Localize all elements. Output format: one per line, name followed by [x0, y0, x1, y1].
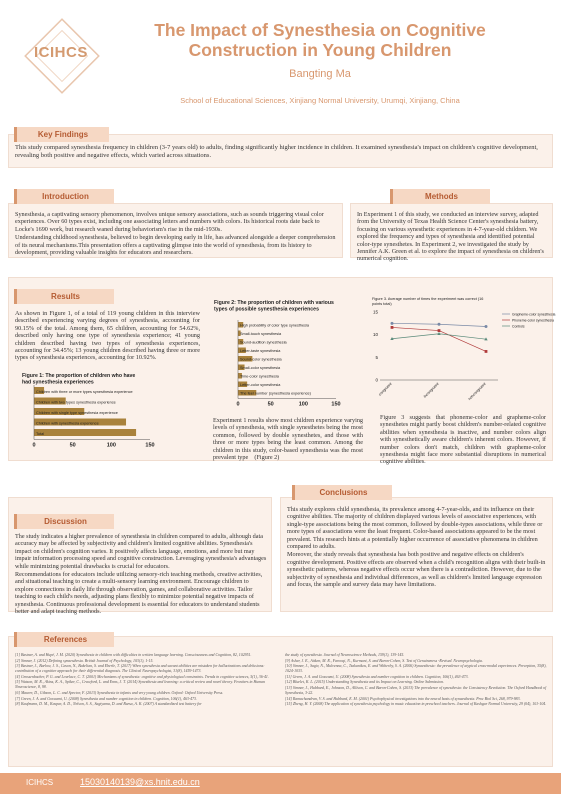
chart-title: types of possible synesthesia experiences [214, 306, 319, 313]
x-tick-label: congruent [377, 381, 393, 397]
results-mid-text: Experiment 1 results show most children experience varying levels of synesthesia, with single synesthetes being the most common, followed by double synesthetes, and those with three or more types being the least common. Among the children in this study, color-based synesthesia was the most prevalent type (Figure 2) [213, 417, 364, 462]
reference-item: [8] Kaufmann, D. M., Kaspar, A. D., Nelson, S. S., Sagiyama, D. and Bursa, A. K. (2007) A standardized test battery for [15, 702, 202, 707]
x-tick-label: 100 [106, 442, 116, 449]
results-heading: Results [14, 289, 114, 304]
figure-3-chart [368, 294, 556, 406]
reference-item: [5] Watson, M. R., Akins, K. A., Spiker, C., Crawford, L. and Enns, J. T. (2014) Synesthesia and learning: a critical review and novel theory. Frontiers in Human Neuroscience, 8, 98. [15, 680, 265, 690]
results-right-text: Figure 3 suggests that phoneme-color and grapheme-color synesthetes might partly boost children's number-related cognitive abilities when synesthesia is inactive, and number colors align with synesthetically aware children's inherent colors. However, if number colors don't match, children with grapheme-color synesthesia might face more substantial disruptions in numerical cognitive abilities. [380, 414, 546, 466]
methods-text: In Experiment 1 of this study, we conducted an interview survey, adapted from the University of Texas Health Science Center's synesthesia battery, focusing on various synesthetic experiences in 4-7-year-old children. We explored the frequency and types of synesthesia and identified potential color-type synesthetes. In Experiment 2, we investigated the study by Jennifer A.K. Green et al. to explore the impact of synesthesia on children's numerical cognition. [357, 211, 544, 263]
x-tick-label: 50 [69, 442, 76, 449]
footer-logo: ICIHCS [26, 778, 54, 787]
category-label: Children with synesthesia experience [36, 421, 99, 426]
chart-title: points total) [372, 302, 392, 306]
reference-item: [1] Bastner, A. and Hupé, J. M. (2020) Synesthesia in children with difficulties in written language learning. Consciousness and Cognition, 82, 102951. [15, 653, 252, 657]
data-point [485, 350, 488, 353]
y-tick-label: 15 [372, 309, 378, 315]
chart-title: had synesthesia experiences [22, 379, 94, 386]
y-tick-label: 0 [375, 377, 378, 383]
reference-item: [11] Green, J. A. and Goswami, U. (2008) Synesthesia and number cognition in children. Cognition, 106(1), 463-473. [285, 674, 469, 679]
discussion-text [15, 533, 267, 616]
author-affiliation: School of Educational Sciences, Xinjiang Normal University, Urumqi, Xinjiang, China [180, 96, 460, 105]
y-tick-label: 5 [375, 354, 378, 360]
key-findings-heading: Key Findings [14, 127, 109, 142]
reference-item: [2] Simner, J. (2012) Defining synaesthesia. British Journal of Psychology, 103(1), 1-15. [15, 658, 154, 663]
category-label: Children with three or more types synesthesia experience [36, 389, 133, 394]
category-label: Sound-color synesthesia [240, 357, 282, 362]
discussion-paragraph-1: The study indicates a higher prevalence of synesthesia in children compared to adults, although data accuracy may be affected by subjectivity and children's limited cognitive abilities. Synesthesia's impact on children's cognition varies. It positively affects language, emotions, and more but may impair information processing speed and cognitive construction. Leveraging synesthesia's advantages while minimizing potential drawbacks is crucial for educators. [15, 533, 267, 570]
category-label: Letter-taste synesthesia [240, 348, 281, 353]
conclusions-text [287, 506, 547, 589]
category-label: Total [36, 431, 45, 436]
references-left-column [15, 653, 270, 708]
chart-bar [34, 429, 136, 436]
data-point [438, 329, 441, 332]
reference-item: [12] Bluelet, K. L. (2015) Understanding Synesthesia and its Impact on Learning. Online Submission. [285, 680, 444, 685]
y-tick-label: 10 [372, 332, 378, 338]
category-label: Children with single type synesthesia experience [36, 410, 118, 415]
x-tick-label: 50 [267, 401, 274, 408]
category-label: Time-color synesthesia [240, 374, 279, 379]
introduction-paragraph-2: Understanding childhood synesthesia, believed to begin developing early in life, has advanced alongside a deeper comprehension of its neural mechanisms.This presentation offers a captivating glimpse into the world of synesthesia, from its history to development, providing valuable insights for educators and researchers. [15, 234, 336, 257]
figure-1-chart [12, 371, 212, 449]
x-tick-label: noncongruent [467, 381, 487, 402]
reference-item: [10] Simner, J., Sagiv, N., Mulvenna, C., Tsakanikos, E. and Witherby, S. A. (2006) Synaesthesia: the prevalence of atypical cross-modal experiences. Perception, 35(8), 1024-1033. [285, 664, 547, 674]
category-label: Sound-audition synesthesia [240, 340, 287, 345]
conclusions-paragraph-2: Moreover, the study reveals that synesthesia has both positive and negative effects on children's cognitive development. Positive effects are observed when a child's recognition aligns with their built-in synesthetic patterns, whereas negative effects occur when there is a contradiction. However, due to the subjectivity of synesthesia and individual differences, as well as children's limited language expression and focus, the sample and survey data may have limitations. [287, 551, 546, 589]
category-label: Small-color synesthesia [240, 365, 281, 370]
introduction-heading: Introduction [14, 189, 114, 204]
x-tick-label: 0 [236, 401, 240, 408]
reference-item: [6] Maurer, D., Gibson, L. C. and Spector, F. (2013) Synesthesia in infants and very young children. Oxford: Oxford University Press. [15, 690, 224, 695]
chart-title: Figure 2: The proportion of children with various [214, 300, 334, 306]
references-heading: References [14, 632, 114, 647]
introduction-paragraph-1: Synesthesia, a captivating sensory phenomenon, involves unique sensory associations, such as sounds triggering visual color experiences. Over 60 types exist, including one associating letters and numbers with colors. Its historical roots date back to Locke's 1690 work, but research waned during behaviorism's rise in the mid-1930s. [15, 211, 324, 233]
results-text: As shown in Figure 1, of a total of 119 young children in this interview described experiencing varying degrees of synesthesia, accounting for 90.15% of the total. Among them, 65 children, accounting for 54.62%, described only having one type of synesthesia experience; 41 young children described having two types of synesthesia experiences, accounting for 34.45%; 13 young children described having three or more types of synesthesia experiences, accounting for 10.92%. [15, 310, 200, 362]
reference-item: [14] Ramachandran, V. S. and Hubbard, E. M. (2001) Psychophysical investigations into the neural basis of synaesthesia. Proc Biol Sci, 268, 979-983. [285, 696, 521, 701]
x-tick-label: incongruent [422, 381, 440, 399]
conclusions-paragraph-1: This study explores child synesthesia, its prevalence among 4-7-year-olds, and its influence on their cognitive abilities. The majority of children displayed various levels of associative experiences, with single-type associations being the most common, followed by double-types associations, while three or more types of associations were the least frequent. Color-based associations appeared to be the most prevalent. This research hints at a potentially higher occurrence of associative phenomena in children compared to adults. [287, 506, 543, 551]
data-point [437, 332, 440, 335]
author-name: Bangting Ma [289, 68, 351, 80]
poster-header [0, 0, 561, 118]
data-point [438, 323, 441, 326]
legend-label: Phoneme-color synesthesia [512, 318, 554, 323]
reference-item: [3] Bastner, J., Barlow, J. S., Cason, N., Bakelian, S. and Eberle, T. (2017) When synesthesia and savant abilities are mistaken for hallucinations and delusions: contribution of a cognitive approach for their differential diagnosis. The Clinical Neuropsychologist, 31(8), 1459-1473. [15, 664, 265, 674]
category-label: The feel number (synesthesia experience) [240, 391, 311, 396]
x-tick-label: 150 [331, 401, 341, 408]
discussion-heading: Discussion [14, 514, 114, 529]
references-right-column [285, 653, 547, 708]
category-label: Children with two types synesthesia experience [36, 400, 116, 405]
key-findings-text: This study compared synesthesia frequency in children (3-7 years old) to adults, finding significantly higher incidence in children. It examined synesthesia's impact on children's cognitive development, revealing both positive and negative effects, which varied across situations. [15, 144, 538, 160]
chart-title: Figure 3. Average number of times the experiment was correct (16 [372, 297, 484, 301]
reference-item: the study of synesthesia. Journal of Neuroscience Methods, 159(1), 139-145. [285, 653, 405, 657]
introduction-text [15, 211, 337, 257]
category-label: Letter-color synesthesia [240, 382, 281, 387]
legend-label: Controls [512, 324, 525, 329]
x-tick-label: 100 [298, 401, 308, 408]
category-label: High probability of color type synesthesia [240, 323, 310, 328]
reference-item: [7] Green, J. A. and Goswami, U. (2008) Synesthesia and number cognition in children. Cognition, 106(1), 463-473. [15, 696, 197, 701]
poster-title: The Impact of Synesthesia on Cognitive Construction in Young Children [154, 20, 486, 60]
data-point [485, 325, 488, 328]
x-tick-label: 0 [32, 442, 36, 449]
conclusions-heading: Conclusions [292, 485, 392, 500]
data-point [391, 322, 394, 325]
category-label: Small-touch synesthesia [240, 331, 282, 336]
figure-2-chart [208, 298, 368, 412]
data-point [391, 326, 394, 329]
x-tick-label: 150 [145, 442, 155, 449]
methods-heading: Methods [390, 189, 490, 204]
legend-label: Grapheme-color synesthesia [512, 312, 556, 317]
reference-item: [13] Simner, J., Hubbard, E., Johnson, D., Allison, C. and Baron-Cohen, S. (2013) The prevalence of synesthesia: the Consistency Revolution. The Oxford Handbook of Synesthesia, 3-22. [285, 685, 547, 695]
reference-item: [9] Asher, J. E., Aitken, M. R., Farooqi, N., Kurmani, S. and Baron-Cohen, S. Test of Genuineness -Revised. Neuropsychologia. [285, 658, 483, 663]
logo-text: ICIHCS [34, 44, 88, 61]
contact-email-link[interactable]: 15030140139@xs.hnit.edu.cn [80, 777, 200, 787]
reference-item: [15] Zheng, H. Y. (2008) The application of synesthesia psychology in music education in preschool teachers. Journal of Kashgar Normal University, 29 (04), 101-104. [285, 702, 547, 707]
discussion-paragraph-2: Recommendations for educators include utilizing sensory-rich teaching methods, creative activities, and situational teaching to create a multi-sensory learning environment. Encourage children to explore connections in daily life through observation, games, and collaborative activities. Tailor teaching to each child's needs, adjusting plans flexibly to minimize potential negative impacts of synesthesia. Continuous professional development is essential for educators to understand students better and adapt teaching methods. [15, 571, 263, 616]
reference-item: [4] Grossenbacher, P. G. and Lovelace, C. T. (2001) Mechanisms of synesthesia: cognitive and physiological constraints. Trends in cognitive sciences, 5(1), 36-41. [15, 674, 269, 679]
poster-footer [0, 773, 561, 794]
chart-title: Figure 1: The proportion of children who have [22, 373, 136, 379]
